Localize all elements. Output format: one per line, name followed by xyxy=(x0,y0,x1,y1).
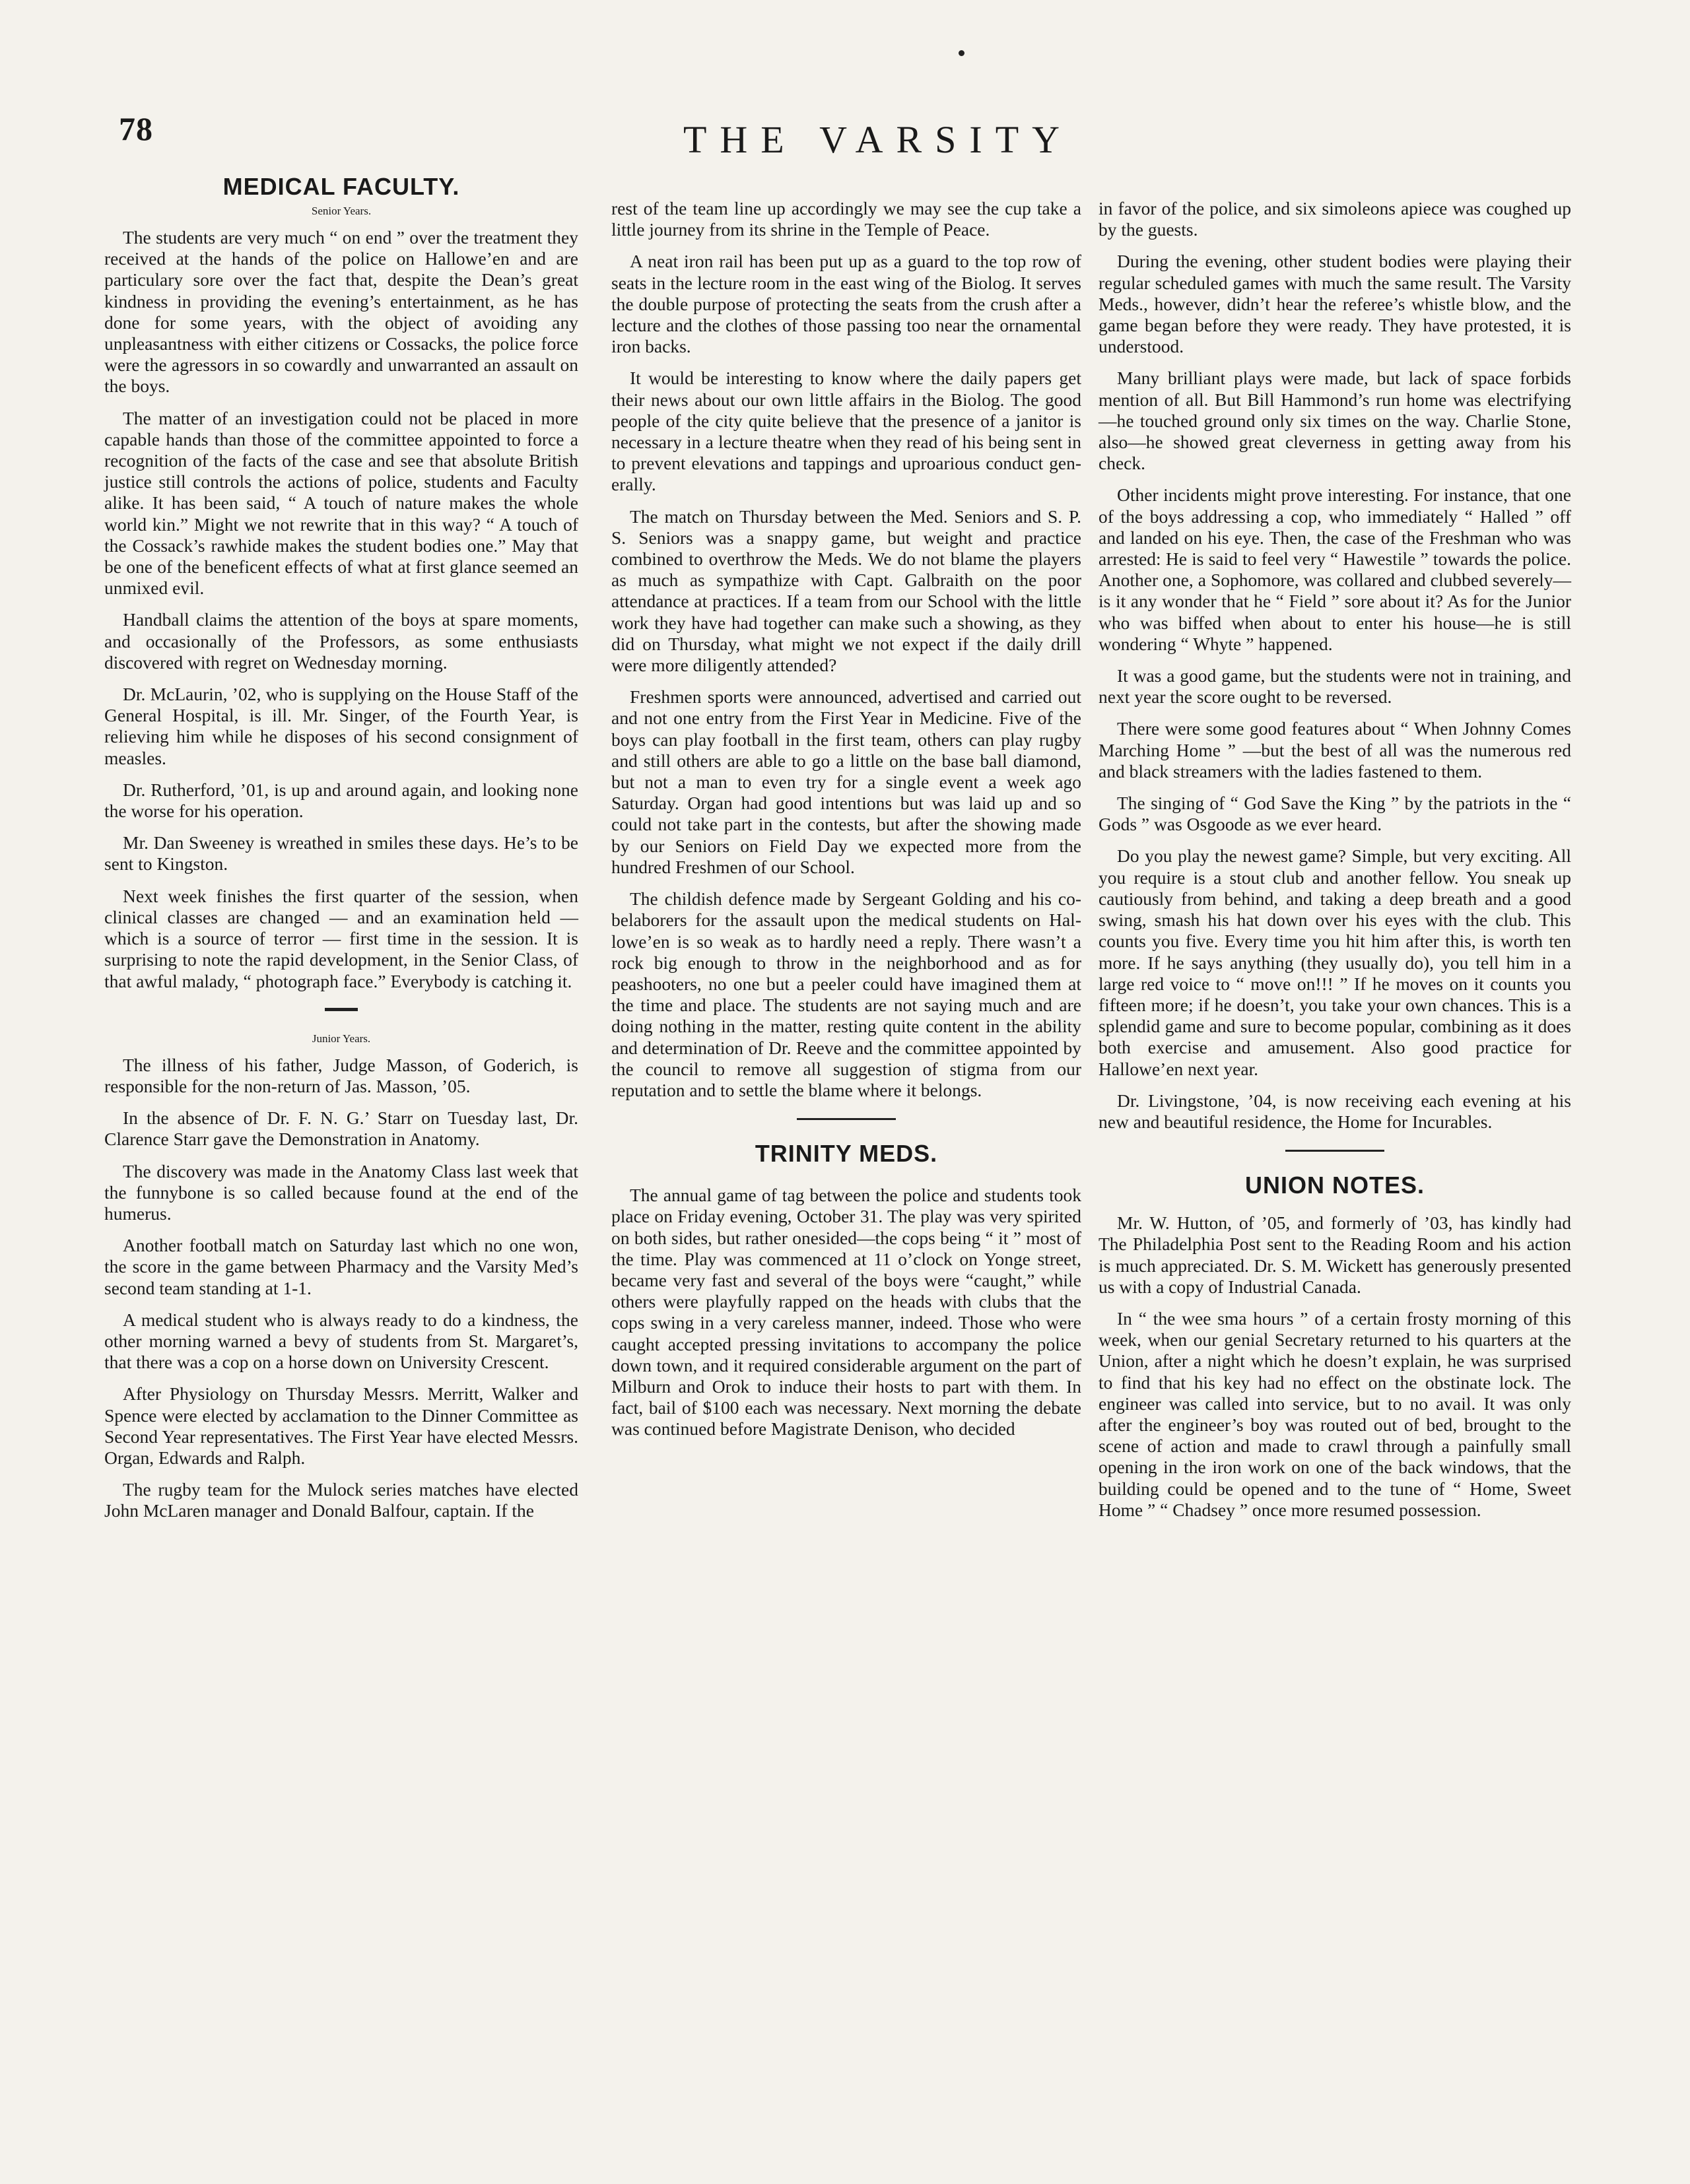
paragraph: The discovery was made in the Anatomy Class last week that the funnybone is so called because found at the end of the humerus. xyxy=(104,1160,578,1224)
paragraph: The rugby team for the Mulock series matches have elected John McLaren manager and Donald Balfour, captain. If the xyxy=(104,1479,578,1521)
ink-dot xyxy=(959,50,964,56)
paragraph: Mr. Dan Sweeney is wreathed in smiles these days. He’s to be sent to Kingston. xyxy=(104,832,578,875)
paragraph: The singing of “ God Save the King ” by the patriots in the “ Gods ” was Osgoode as we ever heard. xyxy=(1098,793,1571,835)
paragraph: Mr. W. Hutton, of ’05, and formerly of ’03, has kindly had The Philadelphia Post sent to the Reading Room and his action is much appreciated. Dr. S. M. Wickett has generously presented us with a copy of Industrial Canada. xyxy=(1098,1212,1571,1297)
paragraph: After Physiology on Thursday Messrs. Merritt, Walker and Spence were elected by acclamation to the Dinner Committee as Second Year representatives. The First Year have elected Messrs. Organ, Edwards and Ralph. xyxy=(104,1383,578,1468)
paragraph: Another football match on Saturday last which no one won, the score in the game between Pharmacy and the Varsity Med’s second team standing at 1-1. xyxy=(104,1235,578,1298)
section-heading-union-notes: UNION NOTES. xyxy=(1244,1172,1425,1199)
column-2 xyxy=(611,198,1081,1451)
paragraph: Dr. Rutherford, ’01, is up and around again, and looking none the worse for his operation. xyxy=(104,779,578,822)
paragraph: Many brilliant plays were made, but lack of space forbids mention of all. But Bill Hammond’s run home was electrifying—he touched ground only six times on the way. Charlie Stone, also—he showed great cleverness in getting away from his check. xyxy=(1098,368,1571,474)
paragraph: It was a good game, but the students were not in training, and next year the score ought to be reversed. xyxy=(1098,665,1571,708)
column-3 xyxy=(1098,198,1571,1531)
paragraph: in favor of the police, and six simoleons apiece was coughed up by the guests. xyxy=(1098,198,1571,240)
section-rule xyxy=(797,1118,896,1120)
subheading-senior-years: Senior Years. xyxy=(311,205,372,217)
paragraph: The annual game of tag between the police and students took place on Friday evening, October 31. The play was very spirited on both sides, but rather onesided—the cops being “ it ” most of the time. Play was commenced at 11 o’clock on Yonge street, became very fast and several of the boys were “caught,” while others were playfully rapped on the heads with clubs that the cops swing in a very careless manner, indeed. Those who were caught accepted pressing invitations to accompany the police down town, and it required considerable argument on the part of Milburn and Orok to induce their hosts to part with them. In fact, bail of $100 each was necessary. Next morning the debate was continued before Magistrate Denison, who decided xyxy=(611,1185,1081,1439)
paragraph: The match on Thursday between the Med. Seniors and S. P. S. Seniors was a snappy game, but weight and practice combined to overthrow the Meds. We do not blame the players as much as sympathize with Capt. Galbraith on the poor attendance at practices. If a team from our School with the little work they have had together can make such a showing, as they did on Thursday, what might we not expect if the daily drill were more diligently attended? xyxy=(611,506,1081,676)
paragraph: It would be interesting to know where the daily papers get their news about our own little affairs in the Biolog. The good people of the city quite believe that the presence of a janitor is necessary in a lecture theatre when they read of his being sent in to prevent elevations and tappings and uproarious conduct generally. xyxy=(611,368,1081,495)
section-heading-trinity-meds: TRINITY MEDS. xyxy=(755,1140,938,1168)
page-number: 78 xyxy=(119,110,153,147)
section-divider xyxy=(325,1008,358,1011)
paragraph: A medical student who is always ready to do a kindness, the other morning warned a bevy of students from St. Margaret’s, that there was a cop on a horse down on University Crescent. xyxy=(104,1309,578,1373)
paragraph: Do you play the newest game? Simple, but very exciting. All you require is a stout club and another fellow. You sneak up cautiously from behind, and taking a deep breath and a good swing, smash his hat down over his eyes with the club. This counts you five. Every time you hit him after this, is worth ten more. If he says anything (they usually do), you tell him in a large red voice to “ move on!!! ” If he moves on it counts you fifteen more; if he doesn’t, you take your own chances. This is a splendid game and sure to become popular, combining as it does both exercise and amusement. Also good practice for Hallowe’en next year. xyxy=(1098,845,1571,1079)
paragraph: The illness of his father, Judge Masson, of Goderich, is responsible for the non-return of Jas. Masson, ’05. xyxy=(104,1054,578,1096)
paragraph: In “ the wee sma hours ” of a certain frosty morning of this week, when our genial Secretary returned to his quarters at the Union, after a night which he doesn’t explain, he was surprised to find that his key had no effect on the obstinate lock. The engineer was called into service, but to no avail. It was only after the engineer’s boy was routed out of bed, brought to the scene of action and made to crawl through a painfully small opening in the iron work on one of the back windows, that the building could be opened and to the tune of “ Home, Sweet Home ” “ Chadsey ” once more resumed possession. xyxy=(1098,1307,1571,1520)
paragraph: During the evening, other student bodies were playing their regular scheduled games with much the same result. The Varsity Meds., however, didn’t hear the referee’s whistle blow, and the game began before they were ready. They have protested, it is understood. xyxy=(1098,251,1571,357)
paragraph: The childish defence made by Sergeant Golding and his co-belaborers for the assault upon the medical students on Hallowe’en is so weak as to hardly need a reply. There wasn’t a rock big enough to throw in the neighborhood and as for peashooters, no one but a peeler could have imagined them at the time and place. The students are not saying much and are doing nothing in the matter, resting quite content in the ability and determination of Dr. Reeve and the committee appointed by the council to remove all suggestion of stigma from our reputation and to settle the blame where it belongs. xyxy=(611,888,1081,1100)
paragraph: Dr. McLaurin, ’02, who is supplying on the House Staff of the General Hospital, is ill. Mr. Singer, of the Fourth Year, is relieving him while he disposes of his second consignment of measles. xyxy=(104,684,578,768)
paragraph: rest of the team line up accordingly we may see the cup take a little journey from its shrine in the Temple of Peace. xyxy=(611,198,1081,240)
masthead-title: THE VARSITY xyxy=(683,118,1073,161)
paragraph: There were some good features about “ When Johnny Comes Marching Home ” —but the best of all was the numerous red and black streamers with the ladies fastened to them. xyxy=(1098,718,1571,781)
paragraph: The matter of an investigation could not be placed in more capable hands than those of the committee appointed to force a recognition of the facts of the case and see that absolute British justice still controls the actions of police, students and Faculty alike. It has been said, “ A touch of nature makes the whole world kin.” Might we not rewrite that in this way? “ A touch of the Cossack’s rawhide makes the student bodies one.” May that be one of the beneficent effects of what at first glance seemed an unmixed evil. xyxy=(104,407,578,599)
section-heading-medical-faculty: MEDICAL FACULTY. xyxy=(222,173,460,200)
paragraph: The students are very much “ on end ” over the treatment they received at the hands of the police on Hallowe’en and are particular​y sore over the fact that, despite the Dean’s great kindness in providing the evening’s entertainment, as he has done for some years, with the object of avoiding any unpleasantness with either citizens or Cossacks, the police force were the agressors in so cowardly and unwarranted an assault on the boys. xyxy=(104,227,578,397)
paragraph: Next week finishes the first quarter of the session, when clinical classes are changed — and an examination held — which is a source of terror — first time in the session. It is surprising to note the rapid development, in the Senior Class, of that awful malady, “ photograph face.” Everybody is catching it. xyxy=(104,885,578,991)
column-1 xyxy=(104,173,578,1533)
paragraph: Handball claims the attention of the boys at spare moments, and occasionally of the Professors, as some enthusiasts discovered with regret on Wednesday morning. xyxy=(104,609,578,673)
subheading-junior-years: Junior Years. xyxy=(312,1032,371,1045)
paragraph: Other incidents might prove interesting. For instance, that one of the boys addressing a cop, who immediately “ Halled ” off and landed on his eye. Then, the case of the Freshman who was arrested: He is said to feel very “ Hawestile ” towards the police. Another one, a Sophomore, was collared and clubbed severely—is it any wonder that he “ Field ” sore about it? As for the Junior who was biffed when about to enter his house—he is still wondering “ Whyte ” happened. xyxy=(1098,484,1571,654)
paragraph: Dr. Livingstone, ’04, is now receiving each evening at his new and beautiful residence, the Home for Incurables. xyxy=(1098,1090,1571,1132)
section-rule xyxy=(1285,1150,1384,1152)
paragraph: A neat iron rail has been put up as a guard to the top row of seats in the lecture room in the east wing of the Biolog. It serves the double purpose of protecting the seats from the crush after a lecture and the clothes of those passing too near the ornamental iron backs. xyxy=(611,251,1081,357)
paragraph: In the absence of Dr. F. N. G.’ Starr on Tuesday last, Dr. Clarence Starr gave the Demonstration in Anatomy. xyxy=(104,1108,578,1150)
paragraph: Freshmen sports were announced, advertised and carried out and not one entry from the First Year in Medicine. Five of the boys can play football in the first team, others can play rugby and still others are able to go a little on the base ball diamond, but not a man to even try for a single event a week ago Saturday. Organ had good intentions but was laid up and so could not take part in the contests, but after the showing made by our Seniors on Field Day we expected more from the hundred Freshmen of our School. xyxy=(611,686,1081,877)
